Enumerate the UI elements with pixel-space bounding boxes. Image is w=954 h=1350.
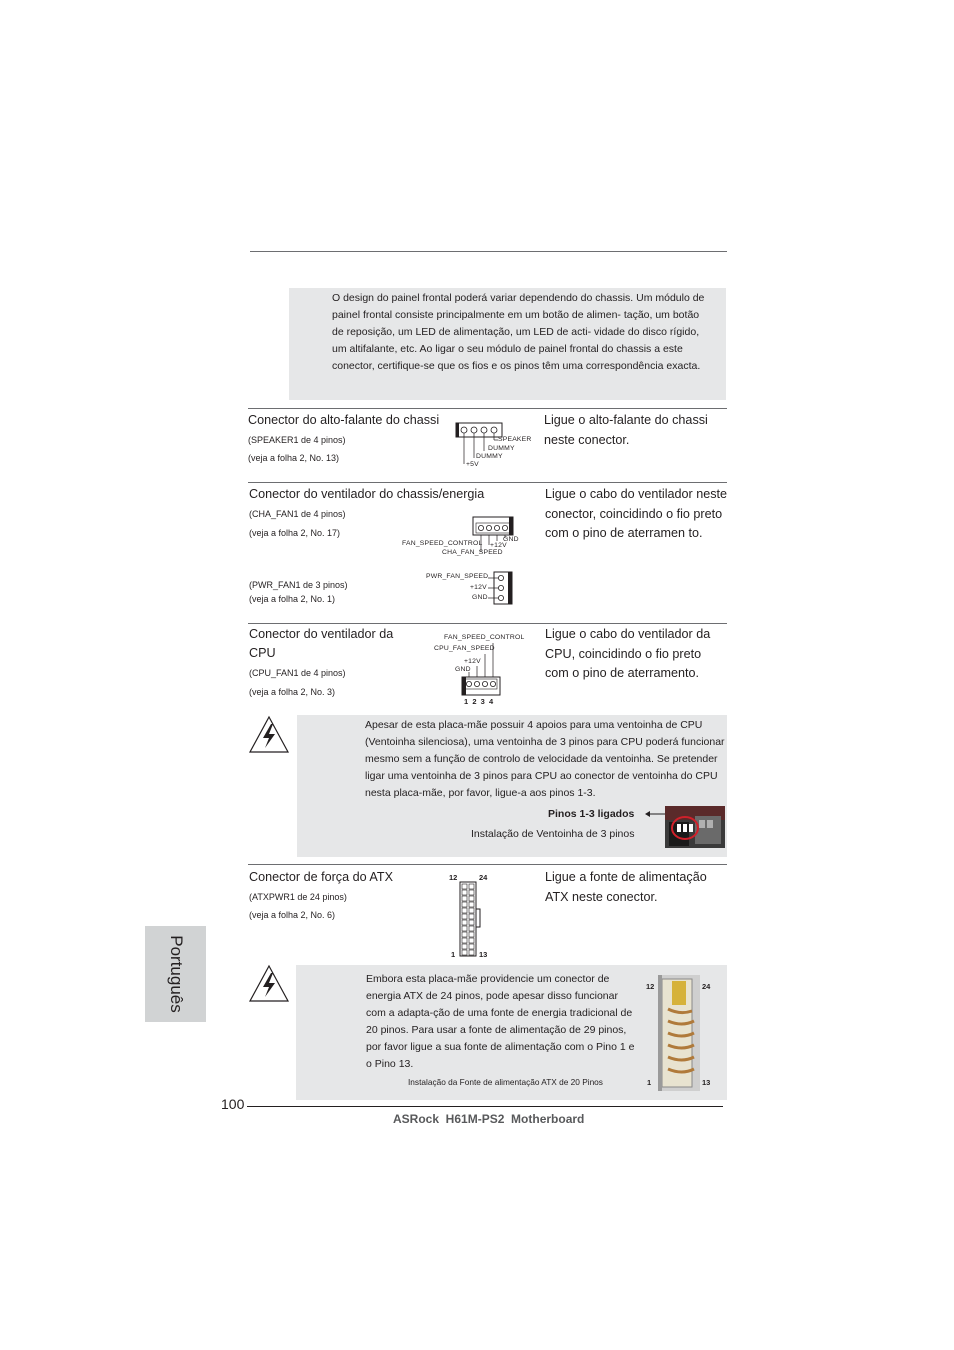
cpu-fan-pins: (CPU_FAN1 de 4 pinos): [249, 668, 346, 678]
atx-photo-label-12: 12: [646, 982, 655, 991]
cpu-note-caption: Instalação de Ventoinha de 3 pinos: [471, 828, 635, 840]
fan-installation-photo: [665, 806, 725, 848]
pwr-fan-pins: (PWR_FAN1 de 3 pinos): [249, 580, 348, 590]
cpu-fan-title: Conector do ventilador da CPU: [249, 627, 394, 660]
language-tab: [145, 926, 206, 1022]
warning-icon: [248, 714, 290, 754]
cpu-note-text: Apesar de esta placa-mãe possuir 4 apoios para uma ventoinha de CPU (Ventoinha silenciosa), uma ventoinha de 3 pinos para CPU poderá funcionar mesmo sem a função de controlo de velocidade da ventoinha. Se pretender ligar uma ventoinha de 3 pinos para CPU ao conector de ventoinha do CPU nesta placa-mãe, por favor, ligue-a aos pinos 1-3.: [365, 719, 725, 799]
speaker-desc: Ligue o alto-falante do chassi neste conector.: [544, 413, 708, 447]
footer-title: ASRock H61M-PS2 Motherboard: [393, 1112, 585, 1126]
atx-rule: [248, 864, 727, 865]
speaker-rule: [248, 408, 727, 409]
intro-note-text: O design do painel frontal poderá variar dependendo do chassis. Um módulo de painel frontal consiste principalmente em um botão de alimen- tação, um botão de reposição, um LED de alimentação, um LED de acti- vidade do disco rígido, um altifalante, etc. Ao ligar o seu módulo de painel frontal do chassis a este conector, certifique-se que os fios e os pinos têm uma correspondência exacta.: [332, 292, 705, 372]
speaker-label-dummy2: DUMMY: [476, 453, 503, 460]
speaker-title: Conector do alto-falante do chassi: [248, 413, 440, 427]
pwr-fan-label-speed: PWR_FAN_SPEED: [426, 573, 489, 580]
atx-ref: (veja a folha 2, No. 6): [249, 910, 336, 920]
pwr-fan-ref: (veja a folha 2, No. 1): [249, 594, 336, 604]
speaker-pins: (SPEAKER1 de 4 pinos): [248, 435, 346, 445]
cha-fan-label-control: FAN_SPEED_CONTROL: [402, 540, 483, 547]
cpu-fan-label-gnd: GND: [455, 666, 471, 673]
pwr-fan-label-12v: +12V: [470, 584, 487, 591]
page-number: 100: [221, 1096, 245, 1112]
top-rule: [250, 251, 727, 252]
chassis-fan-desc: Ligue o cabo do ventilador neste conector, coincidindo o fio preto com o pino de aterramen to.: [545, 487, 728, 540]
cpu-fan-ref: (veja a folha 2, No. 3): [249, 687, 336, 697]
atx-label-24: 24: [479, 873, 488, 882]
atx-pins: (ATXPWR1 de 24 pinos): [249, 892, 347, 902]
cpu-fan-label-speed: CPU_FAN_SPEED: [434, 645, 495, 652]
language-label: Português: [166, 935, 186, 1013]
chassis-fan-ref: (veja a folha 2, No. 17): [249, 528, 341, 538]
chassis-fan-rule: [248, 482, 727, 483]
pwr-fan-connector-diagram: [488, 570, 518, 606]
warning-icon: [248, 963, 290, 1003]
cha-fan-label-speed: CHA_FAN_SPEED: [442, 549, 503, 556]
atx-desc: Ligue a fonte de alimentação ATX neste conector.: [545, 870, 707, 904]
pins-connected-label: Pinos 1-3 ligados: [548, 808, 635, 820]
atx-note-caption: Instalação da Fonte de alimentação ATX de 20 Pinos: [408, 1077, 603, 1087]
cha-fan-label-gnd: GND: [503, 536, 519, 543]
atx-photo-label-1: 1: [647, 1078, 652, 1087]
arrow-left-icon: [644, 809, 666, 819]
cpu-fan-label-12v: +12V: [464, 658, 481, 665]
atx-photo-label-24: 24: [702, 982, 711, 991]
speaker-ref: (veja a folha 2, No. 13): [248, 453, 340, 463]
atx-installation-photo: [658, 975, 700, 1091]
atx-title: Conector de força do ATX: [249, 870, 393, 884]
atx-label-13: 13: [479, 950, 488, 959]
speaker-label-5v: +5V: [466, 461, 479, 468]
speaker-label-dummy1: DUMMY: [488, 445, 515, 452]
atx-note-text: Embora esta placa-mãe providencie um conector de energia ATX de 24 pinos, pode apesar disso funcionar com a adapta-ção de uma fonte de energia tradicional de 20 pinos. Para usar a fonte de alimentação de 29 pinos, por favor ligue a sua fonte de alimentação com o Pino 1 e o Pino 13.: [366, 973, 635, 1070]
cpu-fan-rule: [248, 623, 727, 624]
cpu-fan-label-control: FAN_SPEED_CONTROL: [444, 634, 525, 641]
pwr-fan-label-gnd: GND: [472, 594, 488, 601]
cha-fan-label-12v: +12V: [490, 542, 507, 549]
atx-photo-label-13: 13: [702, 1078, 711, 1087]
atx-label-12: 12: [449, 873, 458, 882]
atx-connector-diagram: [458, 880, 484, 958]
chassis-fan-pins: (CHA_FAN1 de 4 pinos): [249, 509, 346, 519]
cpu-fan-pin-numbers: 1 2 3 4: [464, 697, 494, 706]
chassis-fan-title: Conector do ventilador do chassis/energia: [249, 487, 485, 501]
atx-label-1: 1: [451, 950, 456, 959]
speaker-label-speaker: SPEAKER: [498, 436, 532, 443]
cpu-fan-desc: Ligue o cabo do ventilador da CPU, coincidindo o fio preto com o pino de aterramento.: [545, 627, 711, 680]
footer-rule: [247, 1106, 723, 1107]
